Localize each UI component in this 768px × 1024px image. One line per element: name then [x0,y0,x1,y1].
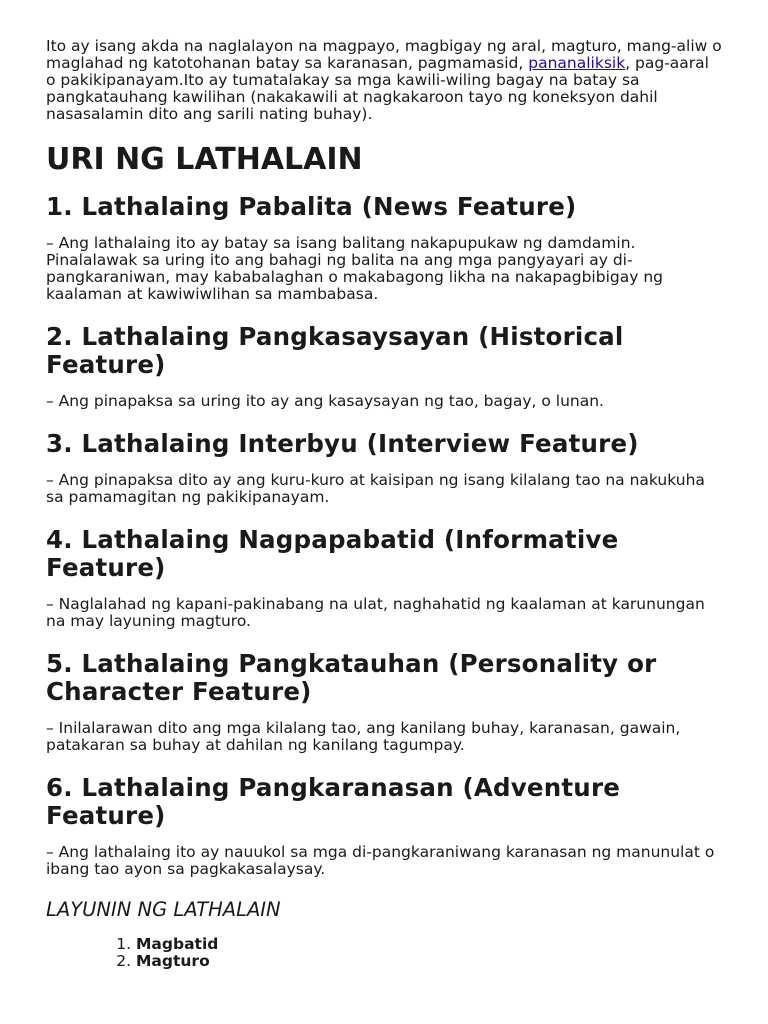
section-heading-6: 6. Lathalaing Pangkaranasan (Adventure Feature) [46,773,621,830]
section-heading-5: 5. Lathalaing Pangkatauhan (Personality or Character Feature) [46,649,657,706]
section-text-6: – Ang lathalaing ito ay nauukol sa mga di-pangkaraniwang karanasan ng manunulat o ibang tao ayon sa pagkakasalaysay. [46,843,715,878]
list-item: 1. Magbatid [136,936,722,953]
section-heading-4: 4. Lathalaing Nagpapabatid (Informative Feature) [46,525,619,582]
section-heading-2: 2. Lathalaing Pangkasaysayan (Historical Feature) [46,322,624,379]
page-title: URI NG LATHALAIN [46,142,363,177]
layunin-heading: LAYUNIN NG LATHALAIN [46,898,281,921]
section-text-1: – Ang lathalaing ito ay batay sa isang balitang nakapupukaw ng damdamin. Pinalalawak sa uring ito ang bahagi ng balita na ang mga pangyayari ay di-pangkaraniwan, may kababalaghan o makabagong likha na nakapagbibigay ng kaalaman at kawiwiwlihan sa mambabasa. [46,234,663,303]
layunin-list [46,936,722,970]
section-text-5: – Inilalarawan dito ang mga kilalang tao, ang kanilang buhay, karanasan, gawain, patakaran sa buhay at dahilan ng kanilang tagumpay. [46,719,681,754]
section-heading-1: 1. Lathalaing Pabalita (News Feature) [46,192,577,221]
section-text-2: – Ang pinapaksa sa uring ito ay ang kasaysayan ng tao, bagay, o lunan. [46,392,604,410]
intro-paragraph [46,38,722,123]
section-heading-3: 3. Lathalaing Interbyu (Interview Feature) [46,429,639,458]
section-text-3: – Ang pinapaksa dito ay ang kuru-kuro at kaisipan ng isang kilalang tao na nakukuha sa pamamagitan ng pakikipanayam. [46,471,705,506]
intro-text-1: Ito ay isang akda na naglalayon na magpayo, magbigay ng aral, magturo, mang-aliw o maglahad ng katotohanan batay sa karanasan, pagmamasid, [46,37,722,72]
pananaliksik-link[interactable]: pananaliksik [528,54,626,72]
intro-text-2: , pag-aaral o pakikipanayam.Ito ay tumatalakay sa mga kawili-wiling bagay na batay sa pangkatauhang kawilihan (nakakawili at nagkakaroon tayo ng koneksyon dahil nasasalamin dito ang sarili nating buhay). [46,54,709,123]
section-text-4: – Naglalahad ng kapani-pakinabang na ulat, naghahatid ng kaalaman at karunungan na may layuning magturo. [46,595,705,630]
list-item: 2. Magturo [136,953,722,970]
